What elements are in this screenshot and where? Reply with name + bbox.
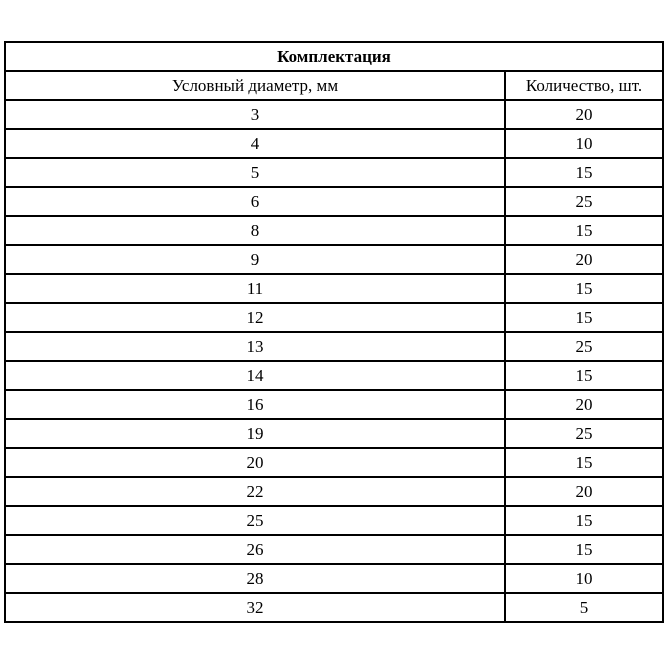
- diameter-cell: 3: [5, 100, 505, 129]
- diameter-cell: 13: [5, 332, 505, 361]
- quantity-cell: 10: [505, 129, 663, 158]
- quantity-cell: 20: [505, 245, 663, 274]
- quantity-cell: 25: [505, 419, 663, 448]
- quantity-cell: 25: [505, 332, 663, 361]
- table-row: [5, 448, 663, 477]
- table-row: [5, 390, 663, 419]
- table-row: [5, 187, 663, 216]
- kit-table: [4, 41, 664, 623]
- quantity-cell: 15: [505, 448, 663, 477]
- diameter-cell: 28: [5, 564, 505, 593]
- table-row: [5, 361, 663, 390]
- table-row: [5, 564, 663, 593]
- table-row: [5, 100, 663, 129]
- diameter-cell: 26: [5, 535, 505, 564]
- quantity-cell: 15: [505, 158, 663, 187]
- quantity-cell: 15: [505, 361, 663, 390]
- quantity-cell: 15: [505, 535, 663, 564]
- title-row: [5, 42, 663, 71]
- table-row: [5, 216, 663, 245]
- diameter-cell: 22: [5, 477, 505, 506]
- table-row: [5, 129, 663, 158]
- column-header-quantity: Количество, шт.: [505, 71, 663, 100]
- diameter-cell: 32: [5, 593, 505, 622]
- table-row: [5, 419, 663, 448]
- table-row: [5, 274, 663, 303]
- diameter-cell: 12: [5, 303, 505, 332]
- table-row: [5, 535, 663, 564]
- quantity-cell: 15: [505, 506, 663, 535]
- diameter-cell: 11: [5, 274, 505, 303]
- kit-table-container: [4, 41, 662, 623]
- diameter-cell: 14: [5, 361, 505, 390]
- table-row: [5, 593, 663, 622]
- table-title: Комплектация: [5, 42, 663, 71]
- diameter-cell: 20: [5, 448, 505, 477]
- table-row: [5, 245, 663, 274]
- quantity-cell: 5: [505, 593, 663, 622]
- column-header-diameter: Условный диаметр, мм: [5, 71, 505, 100]
- quantity-cell: 10: [505, 564, 663, 593]
- diameter-cell: 8: [5, 216, 505, 245]
- header-row: [5, 71, 663, 100]
- quantity-cell: 20: [505, 477, 663, 506]
- quantity-cell: 25: [505, 187, 663, 216]
- diameter-cell: 4: [5, 129, 505, 158]
- diameter-cell: 5: [5, 158, 505, 187]
- table-row: [5, 477, 663, 506]
- table-row: [5, 303, 663, 332]
- table-row: [5, 158, 663, 187]
- quantity-cell: 15: [505, 216, 663, 245]
- quantity-cell: 15: [505, 274, 663, 303]
- diameter-cell: 19: [5, 419, 505, 448]
- quantity-cell: 15: [505, 303, 663, 332]
- table-row: [5, 332, 663, 361]
- diameter-cell: 9: [5, 245, 505, 274]
- diameter-cell: 6: [5, 187, 505, 216]
- diameter-cell: 25: [5, 506, 505, 535]
- quantity-cell: 20: [505, 390, 663, 419]
- diameter-cell: 16: [5, 390, 505, 419]
- quantity-cell: 20: [505, 100, 663, 129]
- table-row: [5, 506, 663, 535]
